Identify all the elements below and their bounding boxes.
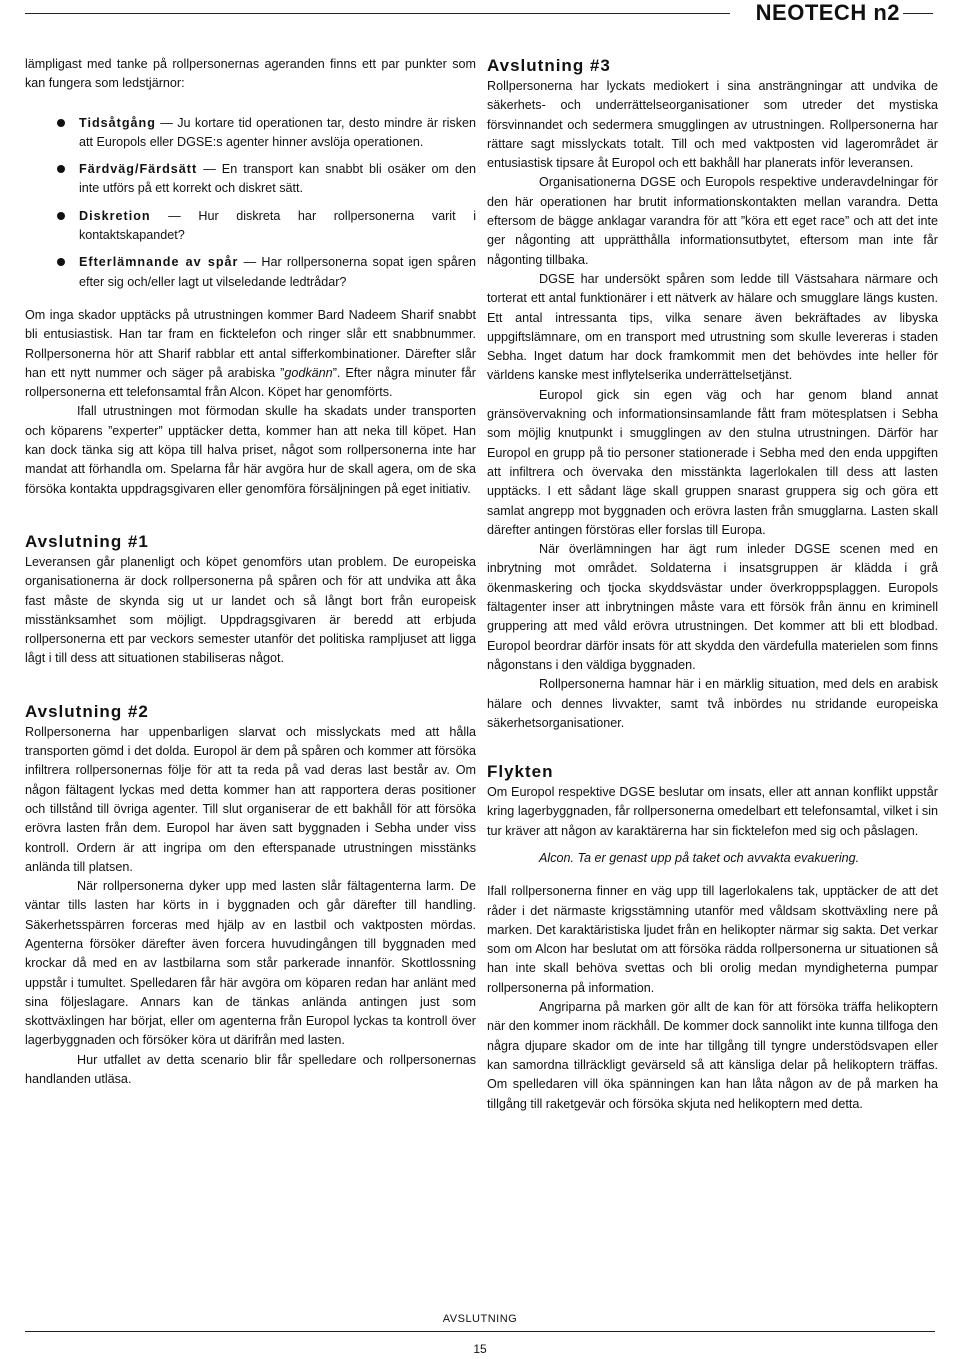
- intro-paragraph: lämpligast med tanke på rollpersonernas ageranden finns ett par punkter som kan fungera som ledstjärnor:: [25, 57, 476, 91]
- body-text: ”. Efter några minuter får rollpersonerna ett telefonsamtal från Alcon. Köpet har genomförts.: [25, 365, 476, 400]
- guideline-item: [57, 207, 476, 246]
- section-heading-avslutning-2: Avslutning #2: [25, 701, 149, 721]
- body-paragraph: Rollpersonerna har uppenbarligen slarvat och misslyckats med att hålla transporten gömd i det dolda. Europol är dem på spåren och kommer att försöka infiltrera rollpersonernas följe för att ta reda på vad deras last består av. Om någon fältagent lyckas med detta kommer han att rapportera deras positioner och tillstånd till övriga agenter. Till slut organiserar de ett bakhåll för att försöka erövra lasten från dem. Europol har även satt byggnaden i Sebha under viss kontroll. Ordern är att ingripa om den efterspanade utrustningen misstänks anlända till platsen.: [25, 724, 476, 874]
- left-column: [25, 55, 476, 1089]
- guideline-term: Efterlämnande av spår: [79, 255, 239, 270]
- body-paragraph: Om Europol respektive DGSE beslutar om insats, eller att annan konflikt uppstår kring lagerbyggnaden, får rollpersonerna omedelbart ett telefonsamtal, vilket i sin tur kräver att någon av karaktärerna har sin ficktelefon med sig och påslagen.: [487, 785, 938, 838]
- body-paragraph: Ifall utrustningen mot förmodan skulle ha skadats under transporten och köparens ”experter” upptäcker detta, kommer han att neka till köpet. Han kan dock tänka sig att köpa till halva priset, något som rollpersonerna inte har mandat att förhandla om. Spelarna får här avgöra hur de skall agera, om de ska försöka kontakta uppdragsgivaren eller genomföra försäljningen på eget initiativ.: [25, 404, 476, 496]
- section-heading-avslutning-3: Avslutning #3: [487, 56, 611, 75]
- magazine-title: NEOTECH n2: [755, 0, 900, 25]
- body-paragraph: Europol gick sin egen väg och har genom bland annat gränsövervakning och informationsinsamlande fått fram mötesplatsen i Sebha som möjlig knutpunkt i smugglingen av den stulna utrustningen. Därför har Europol en grupp på tio personer stationerade i Sebha med den enda uppgiften att infiltrera och övervaka den misstänkta lagerlokalen till dess att lasten upptäcks. I ett sådant läge skall gruppen snarast gruppera sig och göra ett samlat angrepp mot byggnaden och erövra lasten från smugglarna. Lasten skall därefter antingen förstöras eller forslas till Europa.: [487, 387, 938, 537]
- guideline-text: — En transport kan snabbt bli osäker om den inte utförs på ett korrekt och diskret sätt.: [79, 162, 476, 196]
- italic-word: godkänn: [284, 365, 333, 380]
- guideline-term: Färdväg/Färdsätt: [79, 162, 198, 177]
- guideline-text: — Har rollpersonerna sopat igen spåren efter sig och/eller lagt ut vilseledande ledtrådar?: [79, 255, 476, 289]
- body-paragraph: DGSE har undersökt spåren som ledde till Västsahara närmare och torterat ett antal funktionärer i ett nätverk av hälare och smugglare längs kusten. Ett antal intressanta tips, vilka senare även bekräftades av libyska uppgiftslämnare, om en transport med utrustning som skulle levereras i staden Sebha. Inget datum har dock framkommit men det behövdes inte heller för världens kanske mest inflytelserika underrättelsetjänst.: [487, 271, 938, 383]
- body-paragraph: Hur utfallet av detta scenario blir får spelledare och rollpersonernas handlanden utläsa.: [25, 1052, 476, 1087]
- guideline-term: Diskretion: [79, 208, 151, 223]
- footer-rule: [25, 1331, 935, 1332]
- body-paragraph: Rollpersonerna har lyckats mediokert i sina ansträngningar att undvika de säkerhets- och underrättelseorganisationer som utreder det mystiska försvinnandet och sedermera smugglingen av utrustningen. Rollpersonerna har rättare sagt misslyckats totalt. Till och med vaktposten vid lagerområdet är entusiastisk tipsare åt Europol och ett bakhåll har planerats inför leveransen.: [487, 79, 938, 171]
- right-column: [487, 55, 938, 1114]
- header-rule-left: [25, 13, 730, 14]
- body-paragraph: [25, 306, 476, 402]
- body-paragraph: Ifall rollpersonerna finner en väg upp till lagerlokalens tak, upptäcker de att det råder i det närmaste krigsstämning utanför med våldsam skottväxling nere på marken. Det karaktäristiska ljudet från en helikopter närmar sig sakta. Det verkar som om Alcon har beslutat om att försöka rädda rollpersonerna ur situationen så han inte skall behöva svettas och bli orolig medan myndigheterna pumpar rollpersonerna på information.: [487, 884, 938, 995]
- guideline-term: Tidsåtgång: [79, 115, 156, 130]
- guideline-item: [57, 114, 476, 153]
- body-paragraph: Organisationerna DGSE och Europols respektive underavdelningar för den här operationen har brutit informationskontakten mellan varandra. Detta eftersom de bägge anklagar varandra för att ”köra ett eget race” och att det inte ger någonting att upprätthålla informationsutbytet, eftersom man inte får någonting tillbaka.: [487, 175, 938, 267]
- radio-message-quote: Alcon. Ta er genast upp på taket och avvakta evakuering.: [539, 850, 860, 865]
- guideline-text: — Hur diskreta har rollpersonerna varit i kontaktskapandet?: [79, 208, 476, 243]
- section-heading-avslutning-1: Avslutning #1: [25, 531, 149, 551]
- header-rule-right: [903, 13, 933, 14]
- section-heading-flykten: Flykten: [487, 762, 554, 782]
- body-paragraph: När överlämningen har ägt rum inleder DGSE scenen med en inbrytning mot området. Soldaterna i insatsgruppen är klädda i grå ökenmaskering och tjocka skyddsvästar under överkroppsplaggen. Europols fältagenter inser att inbrytningen måste vara ett försök från ännu en kriminell gruppering att med våld erövra utrustningen. Det kommer att bli ett blodbad. Europol beordrar därför insats för att skydda den värdefulla materielen som finns någonstans i den väldiga byggnaden.: [487, 542, 938, 672]
- page-header: [0, 0, 960, 30]
- guideline-list: [25, 114, 476, 292]
- body-paragraph: När rollpersonerna dyker upp med lasten slår fältagenterna larm. De väntar tills lasten har körts in i byggnaden och går därefter till handling. Säkerhetsspärren forceras med hjälp av en lastbil och vaktposten mördas. Agenterna försöker därefter även forcera huvudingången till byggnaden med krockar då med en av lastbilarna som står parkerade innanför. Skottlossning uppstår i tumultet. Spelledaren får här avgöra om köparen redan har anlänt med sina följeslagare. Annars kan de tänkas anlända antingen just som skottväxlingen har börjat, eller om agenterna från Europol lyckas ta kontroll över lagerbyggnaden och försöker köra ut därifrån med lasten.: [25, 879, 476, 1048]
- body-paragraph: Leveransen går planenligt och köpet genomförs utan problem. De europeiska organisationerna är dock rollpersonerna på spåren och för att undvika att åka fast måste de skynda sig ut ur landet och så långt bort från europeisk misstänksamhet som möjligt. Uppdragsgivaren är beredd att erbjuda rollpersonerna ett par veckors semester utanför det politiska rampljuset att ligga lågt i till dess att situationen stabiliseras något.: [25, 554, 476, 666]
- guideline-item: [57, 160, 476, 199]
- guideline-item: [57, 253, 476, 292]
- body-paragraph: Rollpersonerna hamnar här i en märklig situation, med dels en arabisk hälare och dennes livvakter, samt två inbördes nu stridande europeiska säkerhetsorganisationer.: [487, 677, 938, 730]
- page-number: 15: [473, 1342, 487, 1356]
- body-paragraph: Angriparna på marken gör allt de kan för att försöka träffa helikoptern när den kommer inom räckhåll. De kommer dock sannolikt inte kunna tillfoga den några djupare skador om de inte har tillgång till tyngre understödsvapen eller kan samordna tillräckligt gevärseld så att känsliga delar på helikoptern träffas. Om spelledaren vill öka spänningen kan han låta någon av de på marken ha tillgång till raketgevär och försöka skjuta ned helikoptern med detta.: [487, 1000, 938, 1111]
- body-text: Om inga skador upptäcks på utrustningen kommer Bard Nadeem Sharif snabbt bli entusiastisk. Han tar fram en ficktelefon och ringer slår ett snabbnummer. Rollpersonerna hör att Sharif rabblar ett antal sifferkombinationer. Därefter slår han ett nytt nummer och säger på arabiska ”: [25, 307, 476, 380]
- footer-section-label: AVSLUTNING: [442, 1313, 518, 1325]
- guideline-text: — Ju kortare tid operationen tar, desto mindre är risken att Europols eller DGSE:s agenter hinner avslöja operationen.: [79, 115, 476, 149]
